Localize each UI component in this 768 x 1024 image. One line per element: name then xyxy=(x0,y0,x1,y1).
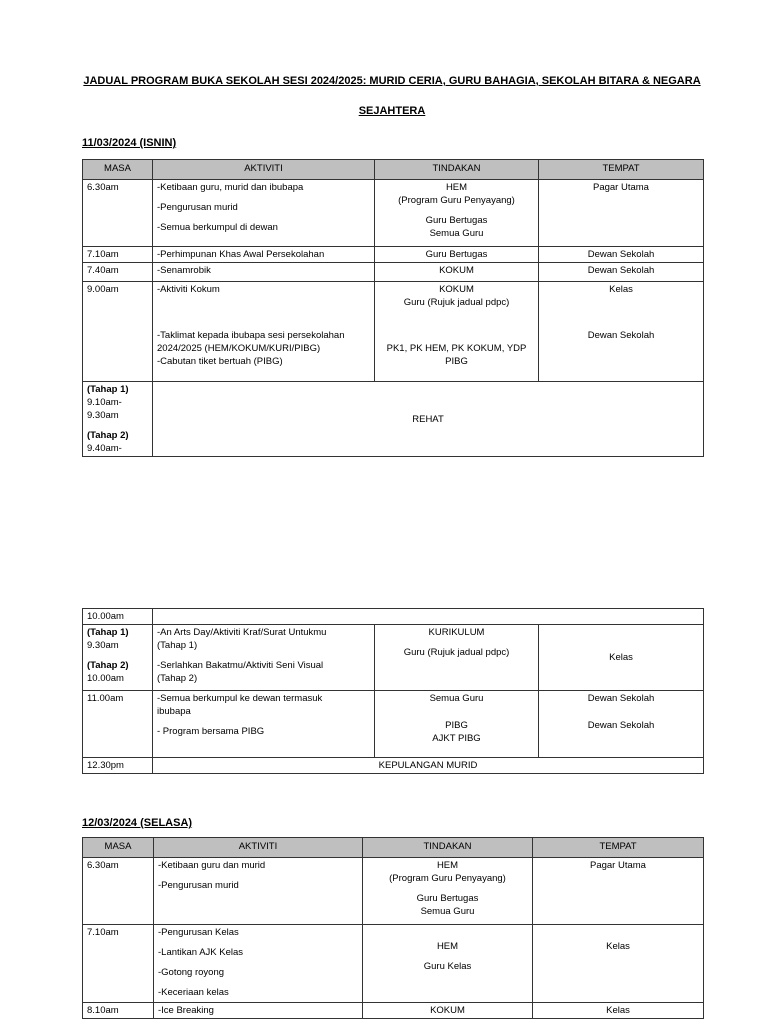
header-tempat: TEMPAT xyxy=(533,838,704,858)
aktiviti-cell xyxy=(153,180,375,247)
table-header-row xyxy=(83,160,704,180)
tindakan-line: Guru Bertugas xyxy=(416,893,479,904)
table-row xyxy=(83,282,704,382)
table-row xyxy=(83,691,704,758)
aktiviti-line: - Program bersama PIBG xyxy=(157,726,265,737)
tempat-cell: Pagar Utama xyxy=(539,180,704,247)
header-tempat: TEMPAT xyxy=(539,160,704,180)
table-row xyxy=(83,925,704,1003)
tindakan-line: KURIKULUM xyxy=(428,627,485,638)
document-title: JADUAL PROGRAM BUKA SEKOLAH SESI 2024/2025: MURID CERIA, GURU BAHAGIA, SEKOLAH BITARA & NEGARA SEJAHTERA xyxy=(83,75,701,117)
masa-line: 9.30am xyxy=(87,640,119,651)
tindakan-cell xyxy=(375,625,539,691)
tindakan-cell xyxy=(363,925,533,1003)
masa-line: (Tahap 2) xyxy=(87,430,129,441)
masa-line: 9.30am xyxy=(87,410,119,421)
empty-cell xyxy=(153,609,704,625)
table-row xyxy=(83,758,704,774)
tempat-cell xyxy=(539,282,704,382)
aktiviti-line: ibubapa xyxy=(157,706,191,717)
masa-line: 9.10am- xyxy=(87,397,122,408)
tindakan-line: HEM xyxy=(436,941,459,952)
aktiviti-cell: -Perhimpunan Khas Awal Persekolahan xyxy=(153,247,375,263)
header-masa: MASA xyxy=(83,160,153,180)
tempat-line: Dewan Sekolah xyxy=(587,330,655,341)
kepulangan-cell: KEPULANGAN MURID xyxy=(153,758,704,774)
tempat-cell: Kelas xyxy=(539,625,704,691)
aktiviti-cell xyxy=(154,858,363,925)
tindakan-cell xyxy=(375,282,539,382)
tindakan-cell xyxy=(375,691,539,758)
table-row xyxy=(83,609,704,625)
aktiviti-line: -Keceriaan kelas xyxy=(158,987,229,998)
tindakan-line: PK1, PK HEM, PK KOKUM, YDP xyxy=(386,343,527,354)
masa-cell: 7.10am xyxy=(83,247,153,263)
tindakan-cell: KOKUM xyxy=(363,1003,533,1019)
header-aktiviti: AKTIVITI xyxy=(154,838,363,858)
aktiviti-cell: -Ice Breaking xyxy=(154,1003,363,1019)
tempat-cell: Kelas xyxy=(533,1003,704,1019)
tindakan-line: Guru (Rujuk jadual pdpc) xyxy=(403,297,510,308)
masa-cell xyxy=(83,625,153,691)
aktiviti-line: -Pengurusan Kelas xyxy=(158,927,239,938)
aktiviti-line: -Pengurusan murid xyxy=(157,202,238,213)
aktiviti-line: 2024/2025 (HEM/KOKUM/KURI/PIBG) xyxy=(157,343,321,354)
tindakan-line: Semua Guru xyxy=(429,228,484,239)
tindakan-line: AJKT PIBG xyxy=(432,733,481,744)
tempat-line: Kelas xyxy=(609,284,633,295)
aktiviti-line: -Taklimat kepada ibubapa sesi persekolahan xyxy=(157,330,345,341)
aktiviti-line: -Cabutan tiket bertuah (PIBG) xyxy=(157,356,283,367)
rehat-cell: REHAT xyxy=(153,382,704,457)
table-row xyxy=(83,625,704,691)
day1-heading: 11/03/2024 (ISNIN) xyxy=(82,137,177,149)
header-tindakan: TINDAKAN xyxy=(363,838,533,858)
aktiviti-line: (Tahap 2) xyxy=(157,673,198,684)
masa-cell: 7.40am xyxy=(83,263,153,282)
aktiviti-cell xyxy=(153,691,375,758)
tempat-cell: Kelas xyxy=(533,925,704,1003)
masa-cell: 11.00am xyxy=(83,691,153,758)
tindakan-cell xyxy=(363,858,533,925)
masa-line: 10.00am xyxy=(87,673,124,684)
aktiviti-line: -Ketibaan guru, murid dan ibubapa xyxy=(157,182,304,193)
tindakan-line: (Program Guru Penyayang) xyxy=(398,195,515,206)
aktiviti-cell xyxy=(153,625,375,691)
aktiviti-cell: -Senamrobik xyxy=(153,263,375,282)
aktiviti-cell xyxy=(153,282,375,382)
aktiviti-line: -Semua berkumpul ke dewan termasuk xyxy=(157,693,323,704)
tindakan-line: Guru Bertugas xyxy=(425,215,488,226)
header-masa: MASA xyxy=(83,838,154,858)
tindakan-line: (Program Guru Penyayang) xyxy=(389,873,506,884)
table-header-row xyxy=(83,838,704,858)
masa-line: (Tahap 1) xyxy=(87,384,129,395)
aktiviti-line: -Gotong royong xyxy=(158,967,225,978)
tindakan-line: PIBG xyxy=(445,720,468,731)
day2-heading: 12/03/2024 (SELASA) xyxy=(82,817,193,829)
tempat-cell: Dewan Sekolah xyxy=(539,247,704,263)
masa-line: (Tahap 2) xyxy=(87,660,129,671)
masa-line: (Tahap 1) xyxy=(87,627,129,638)
tempat-cell: Dewan Sekolah xyxy=(539,263,704,282)
table-row xyxy=(83,858,704,925)
table-row xyxy=(83,263,704,282)
table-row xyxy=(83,382,704,457)
masa-cell xyxy=(83,382,153,457)
tindakan-line: HEM xyxy=(436,860,459,871)
tindakan-line: Guru (Rujuk jadual pdpc) xyxy=(403,647,510,658)
aktiviti-line: -Aktiviti Kokum xyxy=(157,284,220,295)
masa-line: 9.40am- xyxy=(87,443,122,454)
masa-cell: 7.10am xyxy=(83,925,154,1003)
aktiviti-line: -Serlahkan Bakatmu/Aktiviti Seni Visual xyxy=(157,660,324,671)
header-aktiviti: AKTIVITI xyxy=(153,160,375,180)
aktiviti-line: -Semua berkumpul di dewan xyxy=(157,222,278,233)
tempat-line: Dewan Sekolah xyxy=(587,720,655,731)
aktiviti-line: -Ketibaan guru dan murid xyxy=(158,860,266,871)
table-row xyxy=(83,1003,704,1019)
masa-cell: 6.30am xyxy=(83,180,153,247)
tindakan-cell xyxy=(375,180,539,247)
day1-continued-table xyxy=(82,608,704,774)
tindakan-line: PIBG xyxy=(445,356,468,367)
tindakan-cell: KOKUM xyxy=(375,263,539,282)
tindakan-line: HEM xyxy=(445,182,468,193)
tempat-line: Dewan Sekolah xyxy=(587,693,655,704)
aktiviti-line: -Pengurusan murid xyxy=(158,880,239,891)
tindakan-line: Semua Guru xyxy=(420,906,475,917)
table-row xyxy=(83,180,704,247)
tindakan-line: KOKUM xyxy=(439,284,474,295)
header-tindakan: TINDAKAN xyxy=(375,160,539,180)
day2-table xyxy=(82,837,704,1019)
masa-cell: 9.00am xyxy=(83,282,153,382)
day1-table xyxy=(82,159,704,457)
tindakan-cell: Guru Bertugas xyxy=(375,247,539,263)
tempat-cell xyxy=(539,691,704,758)
table-row xyxy=(83,247,704,263)
aktiviti-line: (Tahap 1) xyxy=(157,640,198,651)
tindakan-line: Semua Guru xyxy=(429,693,484,704)
aktiviti-line: -Lantikan AJK Kelas xyxy=(158,947,244,958)
tindakan-line: Guru Kelas xyxy=(423,961,472,972)
masa-cell: 12.30pm xyxy=(83,758,153,774)
masa-cell: 10.00am xyxy=(83,609,153,625)
aktiviti-line: -An Arts Day/Aktiviti Kraf/Surat Untukmu xyxy=(157,627,327,638)
masa-cell: 6.30am xyxy=(83,858,154,925)
masa-cell: 8.10am xyxy=(83,1003,154,1019)
tempat-cell: Pagar Utama xyxy=(533,858,704,925)
aktiviti-cell xyxy=(154,925,363,1003)
